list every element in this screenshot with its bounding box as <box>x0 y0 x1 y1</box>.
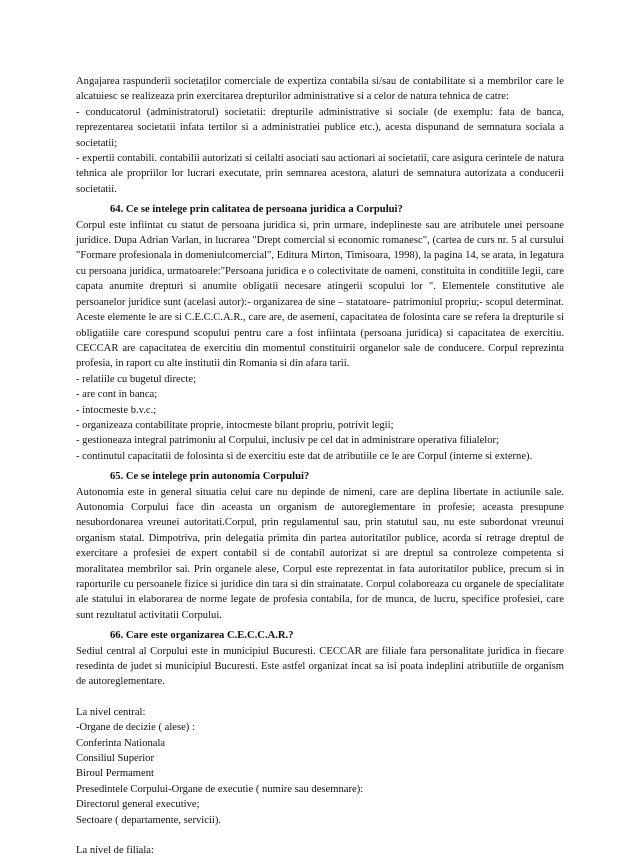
document-page <box>76 74 564 859</box>
heading-question-64: 64. Ce se intelege prin calitatea de persoana juridica a Corpului? <box>110 204 403 216</box>
central-level-line: Consiliul Superior <box>76 753 154 765</box>
answer-64-item: - relatiile cu bugetul directe; <box>76 373 197 385</box>
intro-paragraph-1: Angajarea raspunderii societaților comerciale de expertiza contabila si/sau de contabilitate si a membrilor care le alcatuiesc se realizeaza prin exercitarea drepturilor administrative si a celor de natura tehnica de catre: <box>76 76 564 103</box>
central-level-line: Biroul Permament <box>76 768 154 780</box>
central-level-label: La nivel central: <box>76 706 146 718</box>
answer-65-body: Autonomia este in general situatia celui care nu depinde de nimeni, care are deplina libertate in actiunile sale. Autonomia Corpului face din aceasta un organism de autoreglementare in profesie; aceasta presupune nesubordonarea vreunei autoritati.Corpul, prin regulamentul sau, prin statutul sau, nu este subordonat vreunui organism statal. Dimpotriva, prin delegatia primita din partea autoritatilor publice, acorda si retrage dreptul de exercitare a profesiei de expert contabil si de contabil autorizat si are dreptul sa controleze competenta si moralitatea membrilor sai. Prin organele alese, Corpul este reprezentat in fata autoritatilor publice, precum si in raporturile cu persoanele fizice si juridice din tara si din strainatate. Corpul colaboreaza cu organele de specialitate ale statului in elaborarea de norme legate de profesia contabila, for de munca, de lucru, specifice profesiei, care sunt rezultatul activitatii Corpului. <box>76 486 564 621</box>
answer-64-item: - organizeaza contabilitate proprie, intocmeste bilant propriu, potrivit legii; <box>76 419 394 431</box>
central-level-line: Directorul general executive; <box>76 799 200 811</box>
central-level-line: -Organe de decizie ( alese) : <box>76 722 195 734</box>
branch-level-label: La nivel de filiala: <box>76 845 154 857</box>
spacer <box>76 690 564 705</box>
spacer <box>76 828 564 843</box>
heading-question-65: 65. Ce se intelege prin autonomia Corpului? <box>110 471 310 483</box>
answer-64-item: - are cont in banca; <box>76 389 158 401</box>
central-level-line: Presedintele Corpului-Organe de executie ( numire sau desemnare): <box>76 783 364 795</box>
answer-64-item: - intocmeste b.v.c.; <box>76 404 157 416</box>
intro-paragraph-3: - expertii contabili. contabilii autorizati si ceilalti asociati sau actionari ai societatii, care asigura cerintele de natura tehnica ale propriilor lor lucrari executate, prin semnarea acestora, alaturi de semnatura autorizata a conducerii societatii. <box>76 153 564 195</box>
answer-64-body: Corpul este infiintat cu statut de persoana juridica si, prin urmare, indeplineste sau are atributele unei persoane juridice. Dupa Adrian Varlan, in lucrarea "Drept comercial si economic romanesc", (cartea de curs nr. 5 al cursului "Formare profesionala in domeniulcomercial", Editura Mirton, Timisoara, 1998), la pagina 14, se arata, in legatura cu persoana juridica, urmatoarele:"Persoana juridica e o colectivitate de oameni, constituita in conditiile legii, care capata anumite drepturi si anumite obligatii necesare atingerii scopului lor ". Elementele constitutive ale persoanelor juridice sunt (acelasi autor):- organizarea de sine – statatoare- patrimoniul propriu;- scopul determinat. Aceste elemente le are si C.E.C.C.A.R., care are, de asemeni, capacitatea de folosinta care se refera la drepturile si obligatiile care corespund scopului pentru care a fost infiintata (persoana juridica) si capacitatea de exercitiu. CECCAR are capacitatea de exercitiu din momentul constituirii organelor sale de conducere. Corpul reprezinta profesia, in raport cu alte institutii din Romania si din afara tarii. <box>76 219 564 370</box>
answer-64-item: - gestioneaza integral patrimoniu al Corpului, inclusiv pe cel dat in administrare operativa filialelor; <box>76 435 500 447</box>
answer-66-body: Sediul central al Corpului este in municipiul Bucuresti. CECCAR are filiale fara personalitate juridica in fiecare resedinta de judet si municipiul Bucuresti. Este astfel organizat incat sa isi poata indeplini atributiile de organism de autoreglementare. <box>76 645 564 688</box>
heading-question-66: 66. Care este organizarea C.E.C.C.A.R.? <box>110 630 294 642</box>
central-level-line: Sectoare ( departamente, servicii). <box>76 814 222 826</box>
intro-paragraph-2: - conducatorul (administratorul) societatii: drepturile administrative si sociale (de exemplu: fata de banca, reprezentarea societatii infata tertilor si a administratiei publice etc.), acesta dispunand de semnatura sociala a societatii; <box>76 106 564 149</box>
central-level-line: Conferinta Nationala <box>76 737 166 749</box>
answer-64-item: - continutul capacitatii de folosinta si de exercitiu este dat de atributiile ce le are Corpul (interne si externe). <box>76 450 533 462</box>
